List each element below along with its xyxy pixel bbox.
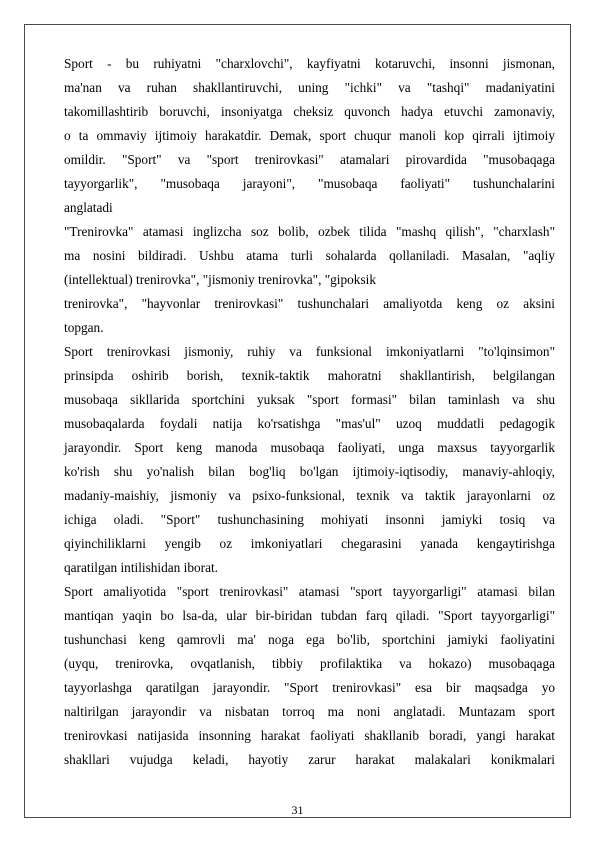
text-line: shakllari vujudga keladi, hayotiy zarur harakat malakalari konikmalari <box>64 752 555 767</box>
text-line: Sport amaliyotida "sport trenirovkasi" atamasi "sport tayyorgarligi" atamasi bilan <box>64 584 555 599</box>
text-line: anglatadi <box>64 200 113 215</box>
text-line: trenirovkasi natijasida insonning harakat faoliyati shakllanib boradi, yangi harakat <box>64 728 555 743</box>
text-line: madaniy-maishiy, jismoniy va psixo-funksional, texnik va taktik jarayonlarni oz <box>64 488 555 503</box>
text-line: ma'nan va ruhan shakllantiruvchi, uning "ichki" va "tashqi" madaniyatini <box>64 80 555 95</box>
text-line: takomillashtirib boruvchi, insoniyatga cheksiz quvonch hadya etuvchi zamonaviy, <box>64 104 555 119</box>
text-line: musobaqalarda foydali natija ko'rsatishga "mas'ul" uzoq muddatli pedagogik <box>64 416 555 431</box>
text-line: prinsipda oshirib borish, texnik-taktik mahoratni shakllantirish, belgilangan <box>64 368 555 383</box>
text-line: ichiga oladi. "Sport" tushunchasining mohiyati insonni jamiyki tosiq va <box>64 512 555 527</box>
text-line: topgan. <box>64 320 104 335</box>
text-line: (uyqu, trenirovka, ovqatlanish, tibbiy profilaktika va hokazo) musobaqaga <box>64 656 555 671</box>
document-body <box>64 52 555 772</box>
text-line: (intellektual) trenirovka", "jismoniy trenirovka", "gipoksik <box>64 272 376 287</box>
text-line: trenirovka", "hayvonlar trenirovkasi" tushunchalari amaliyotda keng oz aksini <box>64 296 555 311</box>
text-line: qaratilgan intilishidan iborat. <box>64 560 218 575</box>
text-line: Sport trenirovkasi jismoniy, ruhiy va funksional imkoniyatlarni "to'lqinsimon" <box>64 344 555 359</box>
text-line: tayyorgarlik", "musobaqa jarayoni", "musobaqa faoliyati" tushunchalarini <box>64 176 555 191</box>
text-line: ko'rish shu yo'nalish bilan bog'liq bo'lgan ijtimoiy-iqtisodiy, manaviy-ahloqiy, <box>64 464 555 479</box>
text-line: mantiqan yaqin bo lsa-da, ular bir-biridan tubdan farq qiladi. "Sport tayyorgarligi" <box>64 608 555 623</box>
text-line: musobaqa sikllarida sportchini yuksak "sport formasi" bilan taminlash va shu <box>64 392 555 407</box>
text-line: omildir. "Sport" va "sport trenirovkasi" atamalari pirovardida "musobaqaga <box>64 152 555 167</box>
text-line: jarayondir. Sport keng manoda musobaqa faoliyati, unga maxsus tayyorgarlik <box>64 440 555 455</box>
text-line: naltirilgan jarayondir va nisbatan torroq ma noni anglatadi. Muntazam sport <box>64 704 555 719</box>
text-line: "Trenirovka" atamasi inglizcha soz bolib, ozbek tilida "mashq qilish", "charxlash" <box>64 224 555 239</box>
text-line: tayyorlashga qaratilgan jarayondir. "Sport trenirovkasi" esa bir maqsadga yo <box>64 680 555 695</box>
text-line: ma nosini bildiradi. Ushbu atama turli sohalarda qollaniladi. Masalan, "aqliy <box>64 248 555 263</box>
text-line: Sport - bu ruhiyatni "charxlovchi", kayfiyatni kotaruvchi, insonni jismonan, <box>64 56 555 71</box>
text-line: qiyinchiliklarni yengib oz imkoniyatlari chegarasini yanada kengaytirishga <box>64 536 555 551</box>
text-line: tushunchasi keng qamrovli ma' noga ega bo'lib, sportchini jamiyki faoliyatini <box>64 632 555 647</box>
page-number: 31 <box>291 803 304 817</box>
text-line: o ta ommaviy ijtimoiy harakatdir. Demak, sport chuqur manoli kop qirrali ijtimoiy <box>64 128 555 143</box>
